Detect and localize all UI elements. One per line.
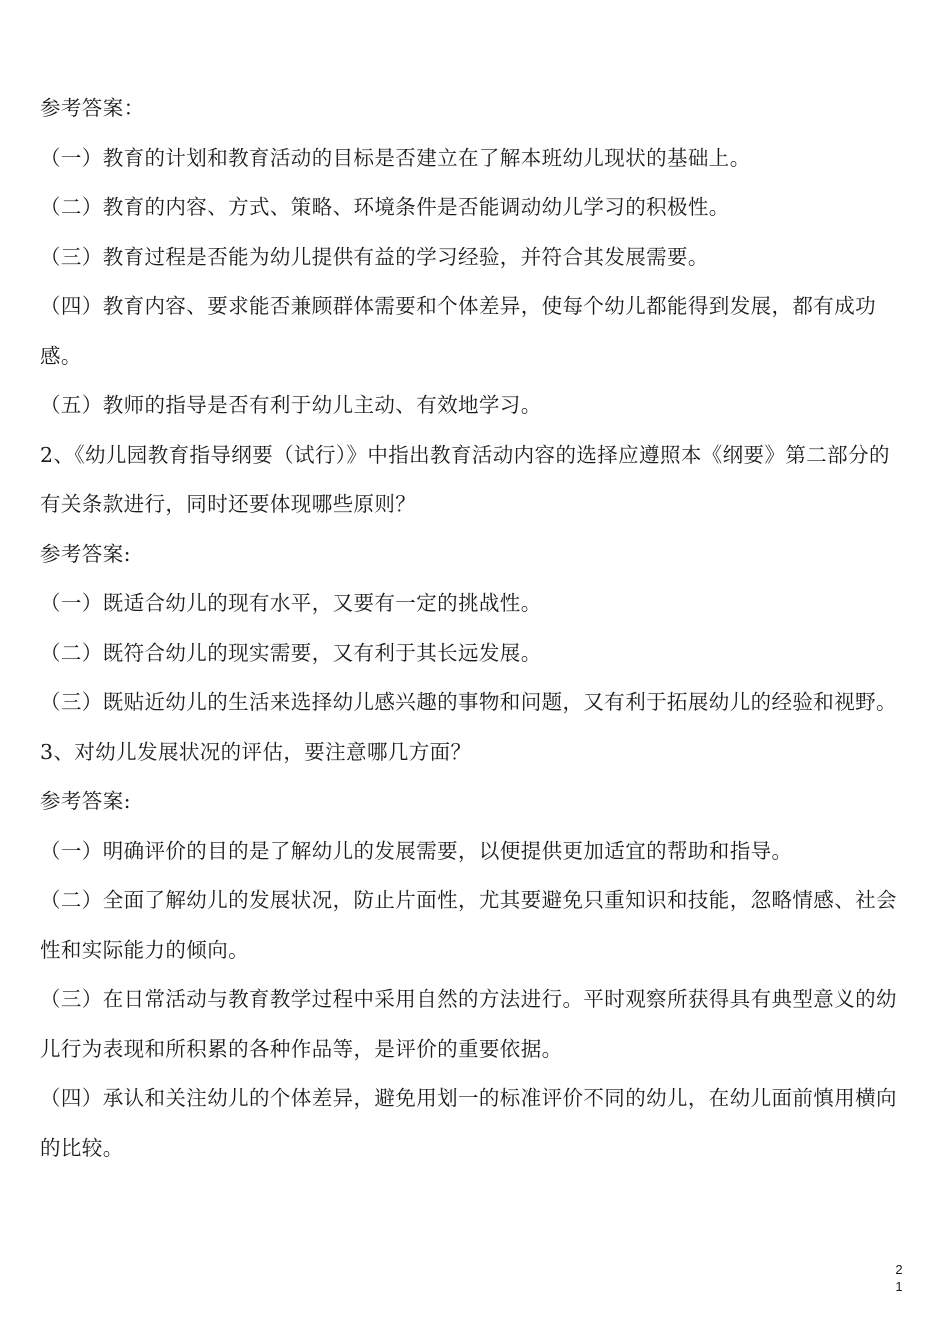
answer-item: （一）教育的计划和教育活动的目标是否建立在了解本班幼儿现状的基础上。	[40, 145, 751, 170]
answer-item: （三）在日常活动与教育教学过程中采用自然的方法进行。平时观察所获得具有典型意义的幼儿行为表现和所积累的各种作品等，是评价的重要依据。	[40, 987, 897, 1061]
answer-item: （二）既符合幼儿的现实需要，又有利于其长远发展。	[40, 640, 542, 665]
question-3: 3、对幼儿发展状况的评估，要注意哪几方面？	[40, 739, 472, 764]
answer-heading: 参考答案：	[40, 96, 145, 120]
page-number: 21	[895, 1262, 903, 1294]
answer-item: （五）教师的指导是否有利于幼儿主动、有效地学习。	[40, 393, 542, 417]
answer-item: （一）明确评价的目的是了解幼儿的发展需要，以便提供更加适宜的帮助和指导。	[40, 838, 793, 863]
document-body	[40, 84, 910, 1173]
answer-item: （二）教育的内容、方式、策略、环境条件是否能调动幼儿学习的积极性。	[40, 195, 730, 219]
answer-item: （三）既贴近幼儿的生活来选择幼儿感兴趣的事物和问题，又有利于拓展幼儿的经验和视野。	[40, 690, 897, 714]
answer-heading: 参考答案:	[40, 541, 131, 566]
answer-heading: 参考答案:	[40, 789, 131, 813]
answer-item: （四）教育内容、要求能否兼顾群体需要和个体差异，使每个幼儿都能得到发展，都有成功感。	[40, 294, 876, 368]
answer-item: （四）承认和关注幼儿的个体差异，避免用划一的标准评价不同的幼儿，在幼儿面前慎用横向的比较。	[40, 1086, 897, 1160]
answer-item: （一）既适合幼儿的现有水平，又要有一定的挑战性。	[40, 591, 542, 615]
question-2: 2、《幼儿园教育指导纲要（试行）》中指出教育活动内容的选择应遵照本《纲要》第二部分的有关条款进行，同时还要体现哪些原则？	[40, 442, 890, 516]
answer-item: （二）全面了解幼儿的发展状况，防止片面性，尤其要避免只重知识和技能，忽略情感、社会性和实际能力的倾向。	[40, 888, 897, 962]
answer-item: （三）教育过程是否能为幼儿提供有益的学习经验，并符合其发展需要。	[40, 244, 709, 269]
